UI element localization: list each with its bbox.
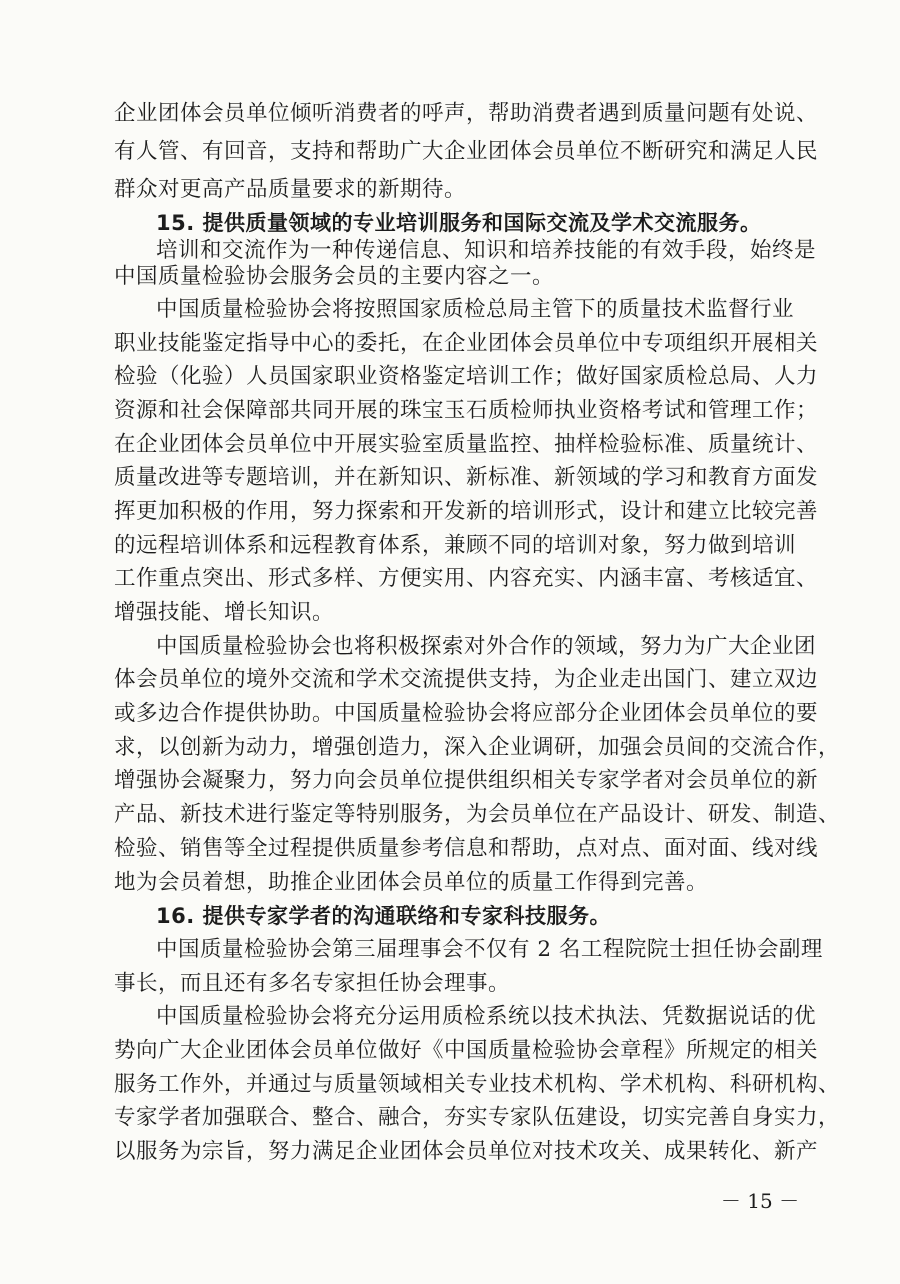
paragraph-line: 地为会员着想，助推企业团体会员单位的质量工作得到完善。 [114, 870, 709, 895]
paragraph-line: 群众对更高产品质量要求的新期待。 [114, 177, 467, 202]
paragraph-line: 职业技能鉴定指导中心的委托，在企业团体会员单位中专项组织开展相关 [114, 331, 819, 356]
paragraph-line: 检验、销售等全过程提供质量参考信息和帮助，点对点、面对面、线对线 [114, 836, 819, 861]
paragraph-line: 求，以创新为动力，增强创造力，深入企业调研，加强会员间的交流合作， [114, 735, 841, 760]
paragraph-line: 中国质量检验协会第三届理事会不仅有 2 名工程院院士担任协会副理 [156, 937, 823, 962]
paragraph-line: 工作重点突出、形式多样、方便实用、内容充实、内涵丰富、考核适宜、 [114, 566, 819, 591]
paragraph-line: 事长，而且还有多名专家担任协会理事。 [114, 971, 511, 996]
paragraph-line: 检验（化验）人员国家职业资格鉴定培训工作；做好国家质检总局、人力 [114, 364, 819, 389]
paragraph-line: 中国质量检验协会将充分运用质检系统以技术执法、凭数据说话的优 [156, 1004, 817, 1029]
paragraph-line: 的远程培训体系和远程教育体系，兼顾不同的培训对象，努力做到培训 [114, 533, 797, 558]
paragraph-line: 服务工作外，并通过与质量领域相关专业技术机构、学术机构、科研机构、 [114, 1072, 841, 1097]
paragraph-line: 增强协会凝聚力，努力向会员单位提供组织相关专家学者对会员单位的新 [114, 768, 819, 793]
paragraph-line: 企业团体会员单位倾听消费者的呼声，帮助消费者遇到质量问题有处说、 [114, 101, 819, 126]
paragraph-line: 资源和社会保障部共同开展的珠宝玉石质检师执业资格考试和管理工作； [114, 398, 819, 423]
paragraph-line: 中国质量检验协会也将积极探索对外合作的领域，努力为广大企业团 [156, 634, 817, 659]
paragraph-line: 在企业团体会员单位中开展实验室质量监控、抽样检验标准、质量统计、 [114, 432, 819, 457]
page-number: － 15 － [720, 1189, 800, 1213]
paragraph-line: 挥更加积极的作用，努力探索和开发新的培训形式，设计和建立比较完善 [114, 499, 819, 524]
paragraph-line: 以服务为宗旨，努力满足企业团体会员单位对技术攻关、成果转化、新产 [114, 1139, 819, 1164]
paragraph-line: 或多边合作提供协助。中国质量检验协会将应部分企业团体会员单位的要 [114, 701, 819, 726]
paragraph-line: 质量改进等专题培训，并在新知识、新标准、新领域的学习和教育方面发 [114, 465, 819, 490]
paragraph-line: 增强技能、增长知识。 [114, 600, 335, 625]
paragraph-line: 有人管、有回音，支持和帮助广大企业团体会员单位不断研究和满足人民 [114, 139, 819, 164]
paragraph-line: 产品、新技术进行鉴定等特别服务，为会员单位在产品设计、研发、制造、 [114, 802, 841, 827]
paragraph-line: 体会员单位的境外交流和学术交流提供支持，为企业走出国门、建立双边 [114, 667, 819, 692]
paragraph-line: 中国质量检验协会将按照国家质检总局主管下的质量技术监督行业 [156, 297, 795, 322]
paragraph-line: 中国质量检验协会服务会员的主要内容之一。 [114, 264, 555, 289]
section-heading-15: 15. 提供质量领域的专业培训服务和国际交流及学术交流服务。 [156, 211, 762, 235]
section-heading-16: 16. 提供专家学者的沟通联络和专家科技服务。 [156, 904, 612, 928]
paragraph-line: 势向广大企业团体会员单位做好《中国质量检验协会章程》所规定的相关 [114, 1038, 819, 1063]
paragraph-line: 专家学者加强联合、整合、融合，夯实专家队伍建设，切实完善自身实力， [114, 1105, 841, 1130]
paragraph-line: 培训和交流作为一种传递信息、知识和培养技能的有效手段，始终是 [156, 238, 817, 263]
